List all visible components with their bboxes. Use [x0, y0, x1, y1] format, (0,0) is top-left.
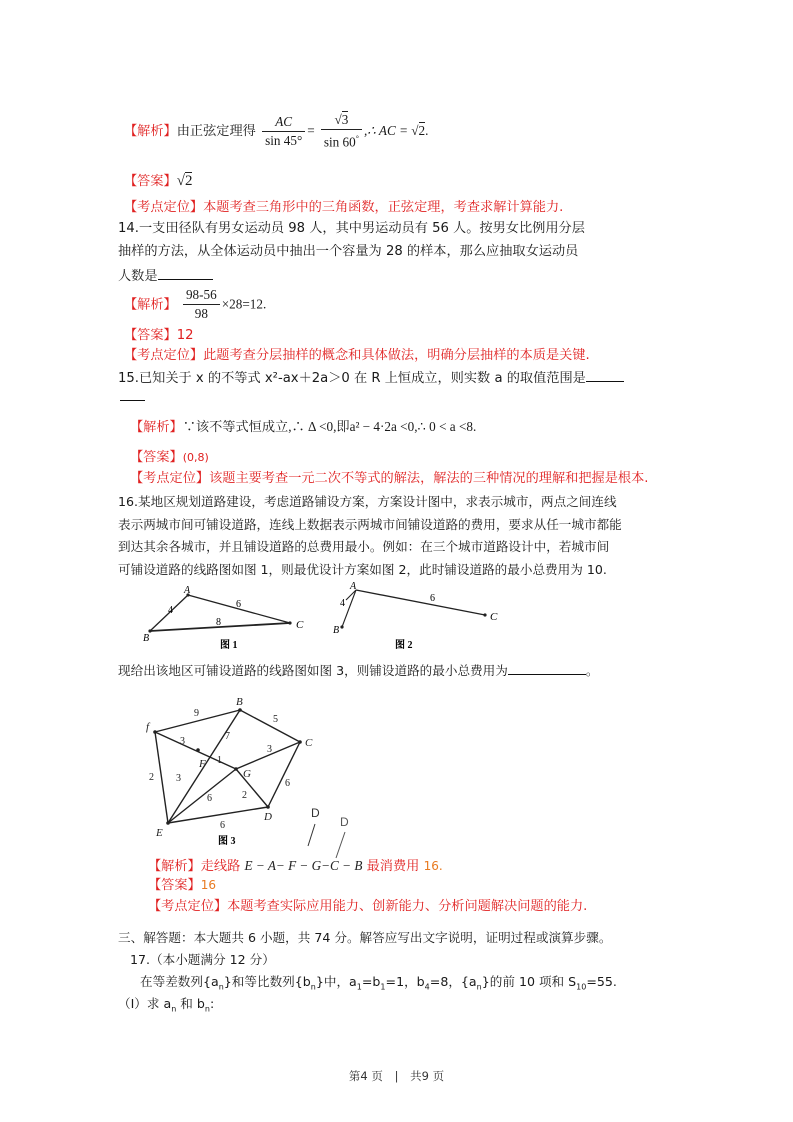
edge-label: 7 — [225, 731, 230, 742]
fraction-ac-sin45: $\frac{AC}{\sin 45^\circ}$ — [262, 113, 305, 150]
figure-2 — [330, 580, 510, 655]
analysis-label: 【解析】 — [124, 124, 177, 140]
node-b — [340, 625, 343, 628]
node-d-label: D — [264, 811, 272, 823]
q17-statement: 在等差数列$\{a_n\}$和等比数列$\{b_n\}$中，$a_1=b_1=1$，$b_4=8$，$\{a_n\}$的前 10 项和 $S_{10}=55$. — [140, 974, 617, 992]
edge-label: 8 — [216, 617, 221, 628]
edge-label: 6 — [430, 593, 435, 604]
node-e — [166, 821, 170, 825]
q16-key-point: 【考点定位】本题考查实际应用能力、创新能力、分析问题解决问题的能力. — [148, 899, 588, 914]
node-a-label: A — [184, 585, 191, 596]
figure-1 — [140, 585, 320, 655]
q16-line: 16.某地区规划道路建设，考虑道路铺设方案，方案设计图中，求表示城市，两点之间连线 — [118, 494, 617, 509]
edge-c-d — [268, 742, 300, 807]
node-b — [238, 708, 242, 712]
edge-e-d — [168, 807, 268, 823]
figure-caption: 图 3 — [218, 836, 236, 847]
node-f-label: F — [199, 758, 206, 770]
q14-line-3: 人数是 — [118, 265, 213, 286]
q16-statement — [118, 491, 622, 581]
node-b-label: B — [143, 633, 150, 644]
node-a — [153, 730, 157, 734]
node-b-label: B — [236, 696, 243, 708]
q14-line-2: 抽样的方法，从全体运动员中抽出一个容量为 28 的样本，那么应抽取女运动员 — [118, 244, 579, 259]
edge-label: 6 — [207, 793, 212, 804]
edge-label: 2 — [149, 772, 154, 783]
answer-blank[interactable] — [586, 367, 624, 382]
stray-label-d: D — [340, 815, 349, 829]
q14-answer: 【答案】12 — [124, 328, 194, 343]
node-b-label: B — [333, 625, 340, 636]
edge-a-c — [356, 590, 485, 615]
q16-analysis: 【解析】走线路 E − A− F − G−C − B 最消费用 16. — [148, 858, 443, 874]
node-c-label: C — [305, 737, 313, 749]
edge-label: 4 — [168, 605, 173, 616]
q13-answer: 【答案】√2 — [124, 173, 193, 189]
section-3-heading: 三、解答题：本大题共 6 小题，共 74 分。解答应写出文字说明，证明过程或演算步骤。 — [118, 930, 612, 945]
q16-answer: 【答案】16 — [148, 878, 217, 893]
stray-label-d: D — [311, 806, 320, 820]
node-g-label: G — [243, 768, 251, 780]
node-d — [266, 805, 270, 809]
fraction-98-56-over-98: $\frac{98-56}{98}$ — [183, 286, 220, 323]
q16-line: 到达其余各城市，并且铺设道路的总费用最小。例如：在三个城市道路设计中，若城市间 — [118, 539, 610, 554]
node-c — [288, 621, 291, 624]
edge-label: 3 — [267, 744, 272, 755]
edge-label: 9 — [194, 708, 199, 719]
figure-caption: 图 2 — [395, 640, 413, 651]
analysis-text: 由正弦定理得 — [176, 124, 256, 140]
path-formula: E − A− F − G−C − B — [244, 858, 363, 873]
footer-separator: | — [394, 1069, 399, 1083]
q17-title: 17.（本小题满分 12 分） — [130, 952, 275, 967]
q17-part-1: （Ⅰ）求 $a_n$ 和 $b_n$: — [118, 996, 215, 1014]
q16-line: 表示两城市间可铺设道路，连线上数据表示两城市间铺设道路的费用，要求从任一城市都能 — [118, 516, 622, 532]
node-a-label: f — [146, 721, 150, 733]
fraction-sqrt3-sin60: $\frac{√3}{\sin 60^\circ}$ — [321, 111, 362, 151]
edge-label: 1 — [217, 755, 222, 766]
q15-analysis: 【解析】∵该不等式恒成立,∴ Δ <0,即a² − 4·2a <0,∴ 0 < a <8. — [130, 419, 477, 435]
node-c — [483, 613, 486, 616]
figure-caption: 图 1 — [220, 640, 238, 651]
edge-b-c — [240, 710, 300, 742]
q15-answer: 【答案】(0,8) — [130, 450, 209, 465]
node-g — [234, 767, 238, 771]
edge-label: 6 — [285, 778, 290, 789]
node-f — [196, 748, 200, 752]
q13-key-point: 【考点定位】本题考查三角形中的三角函数，正弦定理，考查求解计算能力. — [124, 200, 564, 215]
edge-g-d — [236, 769, 268, 807]
edge-label: 2 — [242, 790, 247, 801]
edge-f-e — [155, 732, 168, 823]
edge-label: 3 — [176, 773, 181, 784]
answer-label: 【答案】 — [124, 174, 177, 189]
edge-label: 4 — [340, 598, 345, 609]
edge-label: 3 — [180, 736, 185, 747]
edge-label: 5 — [273, 714, 278, 725]
node-c — [298, 740, 302, 744]
answer-blank[interactable] — [158, 265, 213, 280]
q14-analysis: 【解析】 $\frac{98-56}{98}$ ×28=12. — [124, 287, 267, 321]
q16-question: 现给出该地区可铺设道路的线路图如图 3，则铺设道路的最小总费用为 。 — [118, 660, 598, 680]
page-footer — [0, 1068, 793, 1084]
page-number: 第4 页 — [348, 1069, 383, 1083]
answer-blank-continued[interactable] — [120, 400, 145, 401]
page-total: 共9 页 — [410, 1069, 445, 1083]
q15-key-point: 【考点定位】该题主要考查一元二次不等式的解法，解法的三种情况的理解和把握是根本. — [130, 471, 649, 486]
node-c-label: C — [296, 619, 304, 631]
stray-line — [305, 822, 317, 848]
node-a-label: A — [350, 581, 357, 592]
q16-line: 可铺设道路的线路图如图 1，则最优设计方案如图 2，此时铺设道路的最小总费用为 10. — [118, 561, 607, 577]
answer-blank[interactable] — [508, 660, 586, 675]
node-e-label: E — [156, 827, 163, 839]
node-c-label: C — [490, 611, 498, 623]
edge-label: 6 — [236, 599, 241, 610]
edge-f-g — [155, 732, 236, 769]
q14-line-1: 14.一支田径队有男女运动员 98 人，其中男运动员有 56 人。按男女比例用分层 — [118, 221, 585, 236]
q15-line-1: 15.已知关于 x 的不等式 x²-ax＋2a＞0 在 R 上恒成立，则实数 a 的取值范围是 — [118, 367, 624, 388]
edge-label: 6 — [220, 820, 225, 831]
q13-analysis: 【解析】由正弦定理得 $\frac{AC}{\sin 45^\circ}$ = $\frac{√3}{\sin 60^\circ}$ ,∴ AC = √2. — [124, 112, 429, 150]
q14-key-point: 【考点定位】此题考查分层抽样的概念和具体做法，明确分层抽样的本质是关键. — [124, 348, 590, 363]
